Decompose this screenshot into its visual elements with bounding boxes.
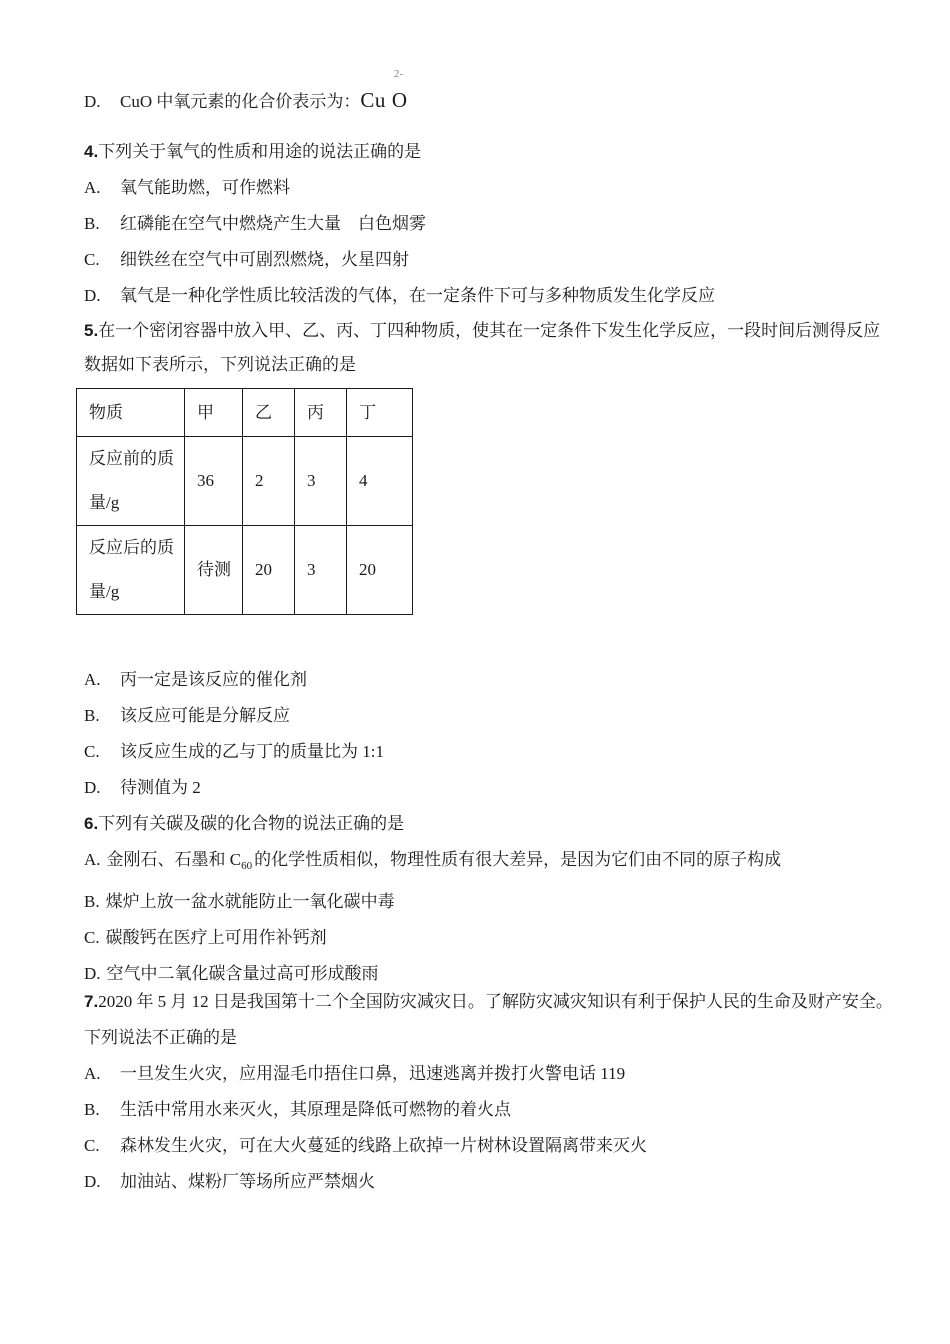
option-label: D.: [84, 286, 101, 305]
question-7-option-d: [84, 1164, 896, 1200]
option-label: A.: [84, 178, 101, 197]
valence-superscript: 2-: [393, 68, 404, 80]
option-text: 细铁丝在空气中可剧烈燃烧，火星四射: [120, 250, 409, 269]
option-label: C.: [84, 742, 100, 761]
question-4-option-c: [84, 242, 896, 278]
option-text-before: 金刚石、石墨和 C: [106, 850, 242, 869]
option-text: 碳酸钙在医疗上可用作补钙剂: [105, 928, 327, 948]
question-5-option-d: [84, 770, 896, 806]
question-5-text: 在一个密闭容器中放入甲、乙、丙、丁四种物质，使其在一定条件下发生化学反应，一段时间后测得反应数据如下表所示，下列说法正确的是: [84, 321, 881, 374]
option-label: B.: [84, 214, 100, 233]
question-4-number: 4.: [84, 142, 99, 161]
question-7-text: 2020 年 5 月 12 日是我国第十二个全国防灾减灾日。了解防灾减灾知识有利于保护人民的生命及财产安全。下列说法不正确的是: [84, 992, 893, 1048]
table-header-bing: 丙: [295, 389, 347, 437]
option-text: 煤炉上放一盆水就能防止一氧化碳中毒: [105, 892, 395, 912]
option-label: D.: [84, 1172, 101, 1192]
option-text: 红磷能在空气中燃烧产生大量 白色烟雾: [120, 214, 426, 233]
table-header-substance: 物质: [77, 389, 185, 437]
option-label: A.: [84, 1064, 101, 1084]
option-label: D.: [84, 964, 101, 984]
option-label: A.: [84, 670, 101, 689]
option-text: 加油站、煤粉厂等场所应严禁烟火: [120, 1172, 375, 1192]
option-text: 丙一定是该反应的催化剂: [120, 670, 307, 689]
option-label: B.: [84, 706, 100, 725]
chemical-formula-cuo: [360, 68, 408, 112]
question-7-number: 7.: [84, 992, 99, 1012]
option-label: A.: [84, 850, 101, 869]
question-6-option-b: [84, 884, 896, 920]
question-6-number: 6.: [84, 814, 99, 833]
question-5-option-b: [84, 698, 896, 734]
question-4-option-a: [84, 170, 896, 206]
question-4-text: 下列关于氧气的性质和用途的说法正确的是: [98, 142, 422, 161]
question-7-option-a: [84, 1056, 896, 1092]
option-label: C.: [84, 928, 100, 948]
option-text: CuO 中氧元素的化合价表示为：: [120, 92, 361, 111]
table-header-yi: 乙: [243, 389, 295, 437]
option-text: 待测值为 2: [120, 778, 201, 797]
option-label: C.: [84, 250, 100, 269]
option-text: 氧气能助燃，可作燃料: [120, 178, 290, 197]
formula-o-group: [391, 68, 408, 118]
table-cell: 20: [347, 526, 413, 615]
option-label: D.: [84, 778, 101, 797]
question-4-option-b: [84, 206, 896, 242]
question-6-option-c: [84, 920, 896, 956]
option-label: C.: [84, 1136, 100, 1156]
option-text: 该反应生成的乙与丁的质量比为 1:1: [120, 742, 384, 761]
question-5-stem: [84, 314, 896, 382]
table-header-row: [77, 389, 413, 437]
table-header-jia: 甲: [185, 389, 243, 437]
question-4-stem: [84, 134, 896, 170]
row-label: 反应前的质量/g: [77, 437, 185, 526]
table-row-after-reaction: [77, 526, 413, 615]
option-text: 生活中常用水来灭火，其原理是降低可燃物的着火点: [120, 1100, 511, 1120]
option-label: B.: [84, 892, 100, 912]
table-cell: 4: [347, 437, 413, 526]
option-text: 空气中二氧化碳含量过高可形成酸雨: [106, 964, 379, 984]
table-cell: 3: [295, 437, 347, 526]
question-6-text: 下列有关碳及碳的化合物的说法正确的是: [98, 814, 405, 833]
question-5-option-c: [84, 734, 896, 770]
formula-o: O: [391, 88, 408, 112]
question-7-stem: [84, 984, 896, 1056]
table-row-before-reaction: [77, 437, 413, 526]
table-cell: 3: [295, 526, 347, 615]
c60-subscript: 60: [241, 860, 253, 873]
row-label: 反应后的质量/g: [77, 526, 185, 615]
option-label: B.: [84, 1100, 100, 1120]
table-cell: 2: [243, 437, 295, 526]
table-header-ding: 丁: [347, 389, 413, 437]
question-5-option-a: [84, 662, 896, 698]
question-5-number: 5.: [84, 321, 99, 340]
reaction-mass-table: [76, 388, 413, 615]
question-6-stem: [84, 806, 896, 842]
option-text: 氧气是一种化学性质比较活泼的气体，在一定条件下可与多种物质发生化学反应: [120, 286, 715, 305]
option-text-after: 的化学性质相似，物理性质有很大差异，是因为它们由不同的原子构成: [254, 850, 782, 869]
option-text: 一旦发生火灾，应用湿毛巾捂住口鼻，迅速逃离并拨打火警电话 119: [120, 1064, 626, 1084]
table-cell: 36: [185, 437, 243, 526]
table-cell: 待测: [185, 526, 243, 615]
option-text: 森林发生火灾，可在大火蔓延的线路上砍掉一片树林设置隔离带来灭火: [120, 1136, 647, 1156]
question-7-option-c: [84, 1128, 896, 1164]
question-4-option-d: [84, 278, 896, 314]
option-label: D.: [84, 92, 101, 111]
prev-question-option-d: [84, 68, 896, 120]
option-text: 该反应可能是分解反应: [120, 706, 290, 725]
question-6-option-a: [84, 842, 896, 884]
formula-cu: Cu: [360, 88, 386, 112]
question-7-option-b: [84, 1092, 896, 1128]
table-cell: 20: [243, 526, 295, 615]
